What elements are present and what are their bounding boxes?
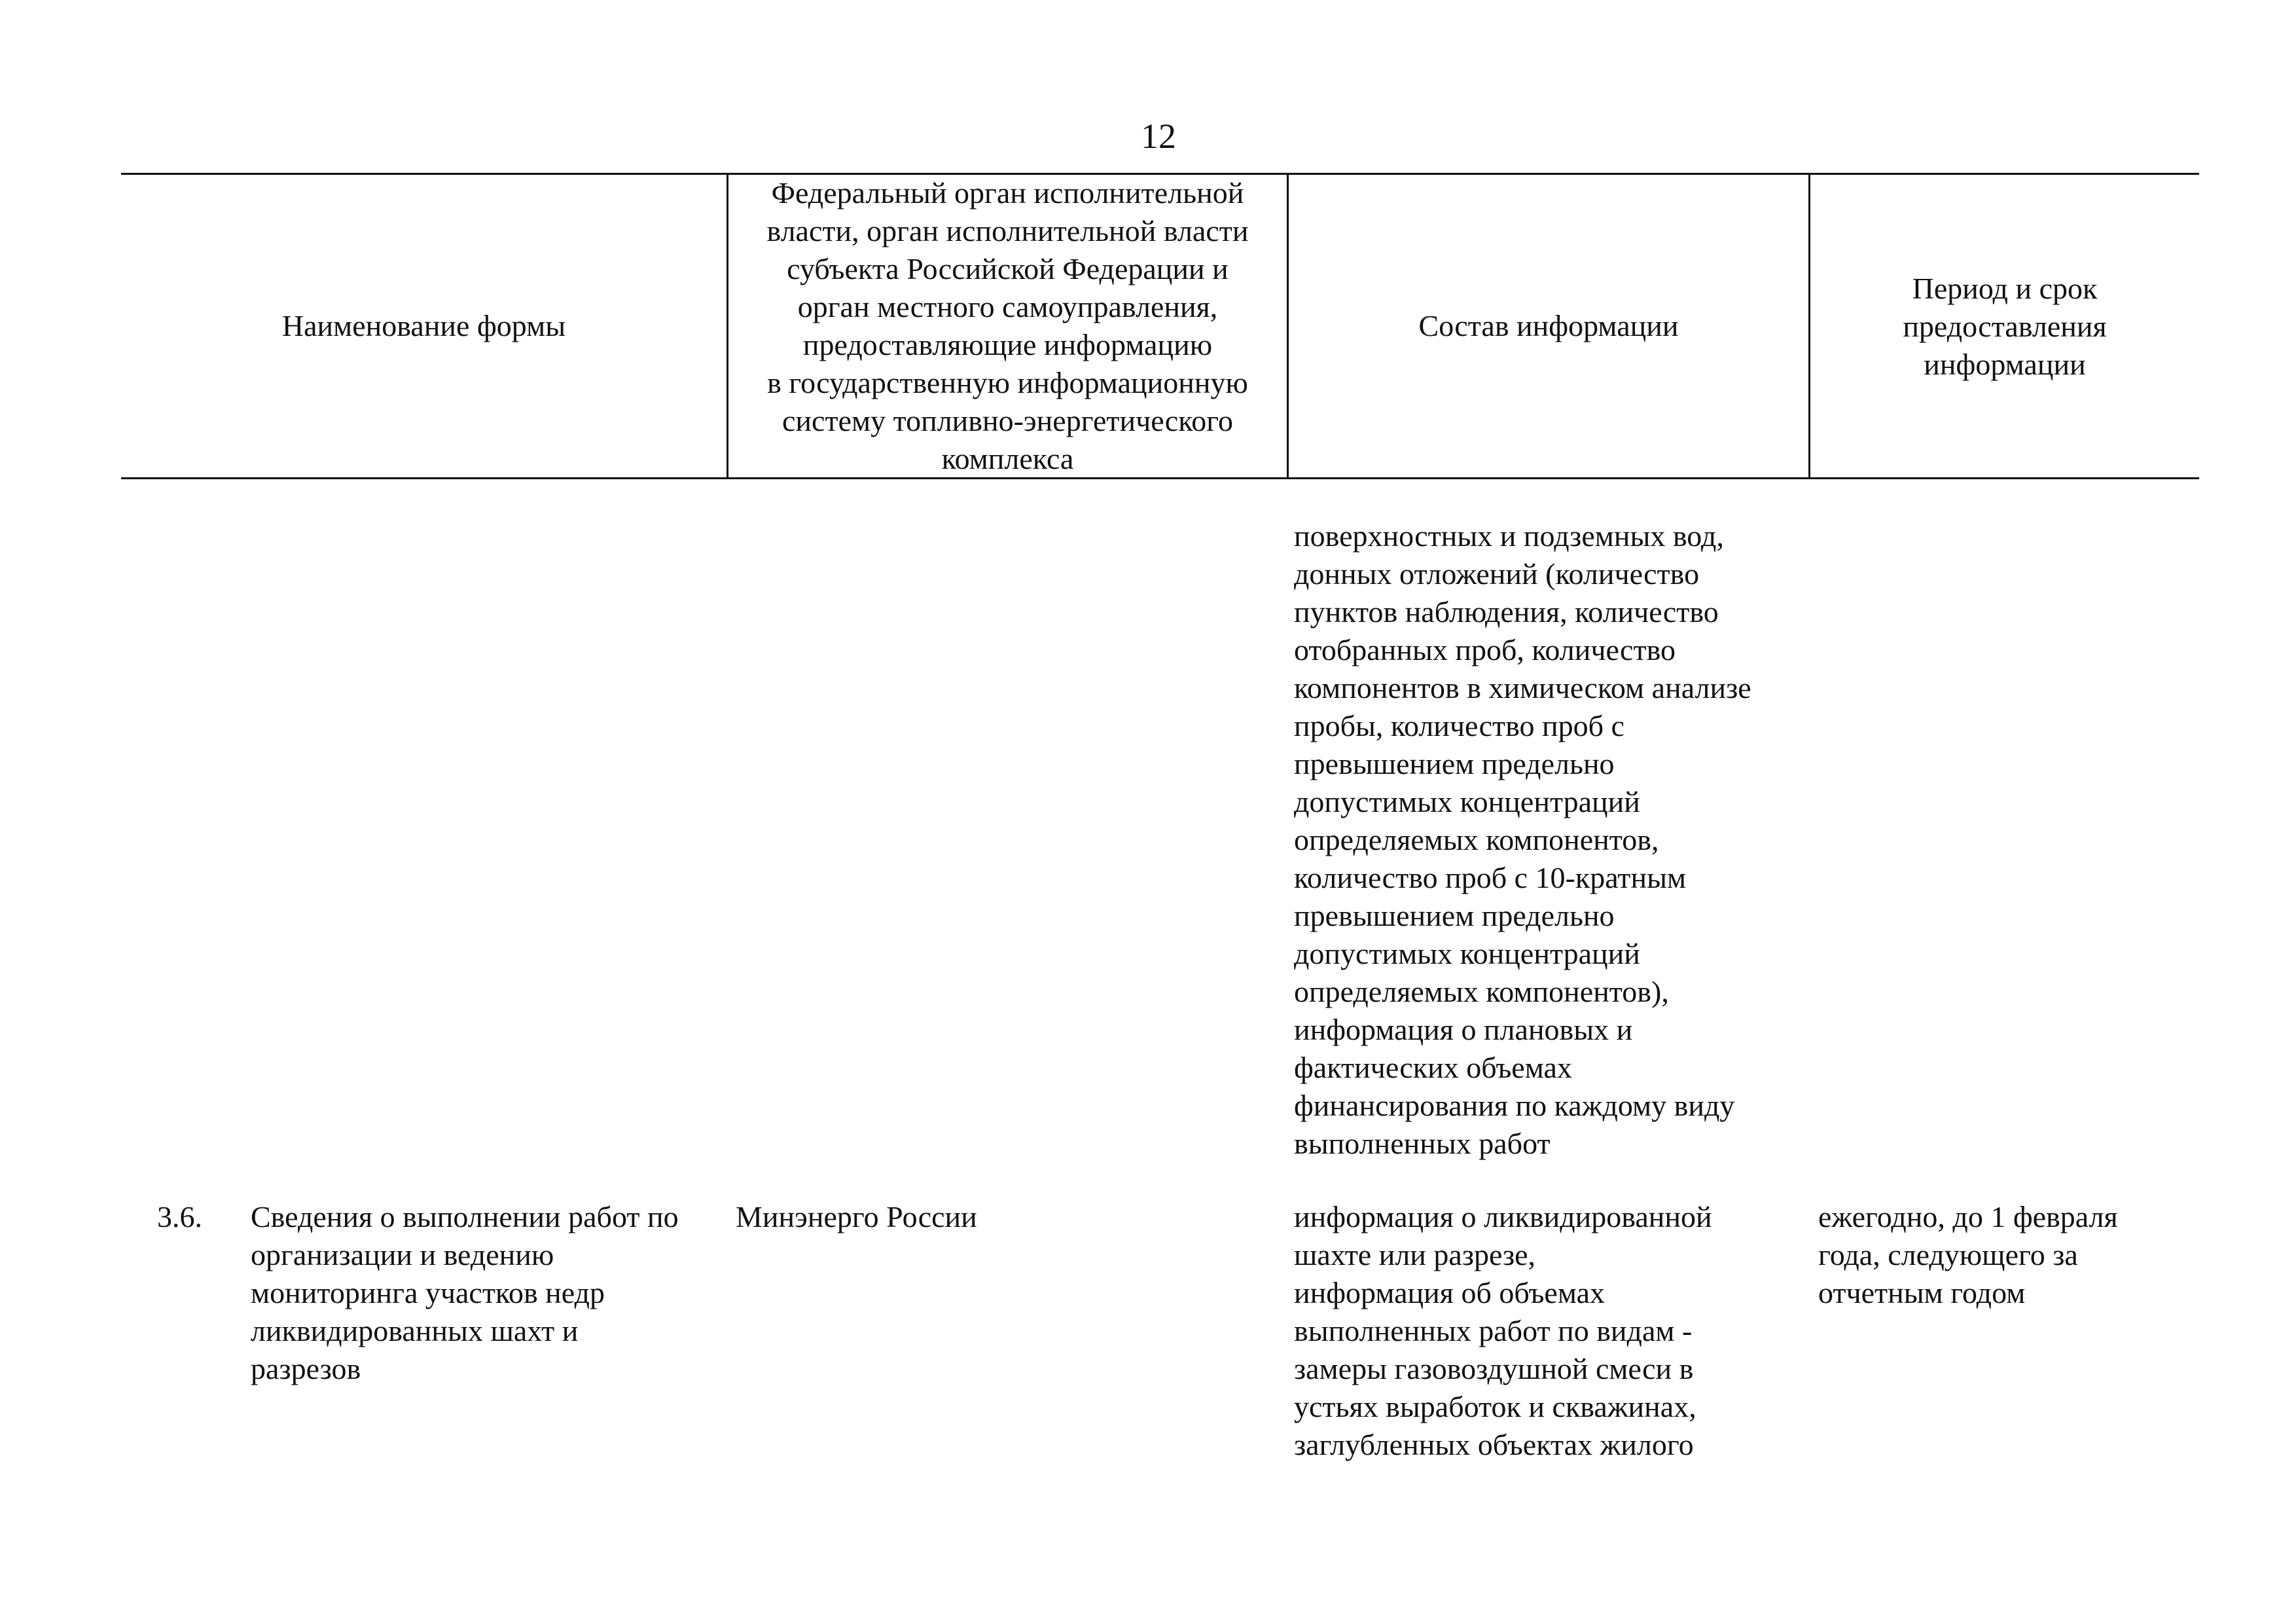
header-period-line: информации xyxy=(1924,348,2086,381)
row-number-text: 3.6. xyxy=(157,1200,202,1233)
header-period-line: Период и срок xyxy=(1912,272,2098,305)
header-authority-line: предоставляющие информацию xyxy=(802,328,1213,361)
header-authority-line: комплекса xyxy=(941,442,1074,475)
period-line: года, следующего за xyxy=(1818,1238,2078,1271)
continuation-line: превышением предельно xyxy=(1294,899,1615,932)
period-line: ежегодно, до 1 февраля xyxy=(1818,1200,2118,1233)
row-3-6-number xyxy=(157,1198,202,1236)
continuation-line: превышением предельно xyxy=(1294,747,1615,780)
content-line: информация об объемах xyxy=(1294,1276,1605,1309)
content-line: замеры газовоздушной смеси в xyxy=(1294,1352,1694,1385)
continuation-line: количество проб с 10-кратным xyxy=(1294,861,1687,894)
form-name-line: ликвидированных шахт и xyxy=(251,1314,579,1347)
header-period xyxy=(1810,174,2199,478)
content-line: информация о ликвидированной xyxy=(1294,1200,1712,1233)
header-content xyxy=(1289,174,1808,478)
continuation-line: информация о плановых и xyxy=(1294,1013,1633,1046)
header-authority-line: систему топливно-энергетического xyxy=(782,404,1233,437)
header-form-name-text: Наименование формы xyxy=(281,309,566,342)
page-number: 12 xyxy=(1141,117,1176,156)
continuation-line: фактических объемах xyxy=(1294,1051,1572,1084)
header-authority xyxy=(728,174,1287,478)
header-content-text: Состав информации xyxy=(1418,309,1679,342)
continuation-line: отобранных проб, количество xyxy=(1294,633,1676,666)
continuation-line: поверхностных и подземных вод, xyxy=(1294,519,1724,553)
continuation-line: финансирования по каждому виду xyxy=(1294,1089,1735,1122)
row-3-6-period xyxy=(1818,1198,2118,1312)
period-line: отчетным годом xyxy=(1818,1276,2026,1309)
header-form-name xyxy=(121,174,726,478)
continuation-line: допустимых концентраций xyxy=(1294,937,1640,970)
content-line: устьях выработок и скважинах, xyxy=(1294,1390,1696,1423)
authority-text: Минэнерго России xyxy=(736,1200,977,1233)
form-name-line: разрезов xyxy=(251,1352,361,1385)
row-3-6-content xyxy=(1294,1198,1712,1464)
continuation-line: пунктов наблюдения, количество xyxy=(1294,595,1719,629)
header-authority-line: Федеральный орган исполнительной xyxy=(771,176,1244,210)
row-3-6-form-name xyxy=(251,1198,679,1388)
continuation-line: компонентов в химическом анализе xyxy=(1294,671,1751,704)
continuation-line: пробы, количество проб с xyxy=(1294,709,1624,742)
continuation-line: определяемых компонентов), xyxy=(1294,975,1669,1008)
header-authority-line: в государственную информационную xyxy=(767,366,1248,399)
form-name-line: организации и ведению xyxy=(251,1238,554,1271)
continuation-line: донных отложений (количество xyxy=(1294,557,1700,591)
header-authority-line: орган местного самоуправления, xyxy=(797,290,1218,323)
form-name-line: мониторинга участков недр xyxy=(251,1276,605,1309)
continuation-line: выполненных работ xyxy=(1294,1127,1551,1160)
continuation-line: определяемых компонентов, xyxy=(1294,823,1659,856)
content-line: заглубленных объектах жилого xyxy=(1294,1428,1694,1461)
header-authority-line: власти, орган исполнительной власти xyxy=(766,214,1249,247)
header-authority-line: субъекта Российской Федерации и xyxy=(787,252,1229,285)
row-3-6-authority xyxy=(736,1198,977,1236)
continuation-line: допустимых концентраций xyxy=(1294,785,1640,818)
continuation-content xyxy=(1294,517,1751,1163)
header-period-line: предоставления xyxy=(1903,310,2107,343)
form-name-line: Сведения о выполнении работ по xyxy=(251,1200,679,1233)
content-line: выполненных работ по видам - xyxy=(1294,1314,1693,1347)
content-line: шахте или разрезе, xyxy=(1294,1238,1536,1271)
